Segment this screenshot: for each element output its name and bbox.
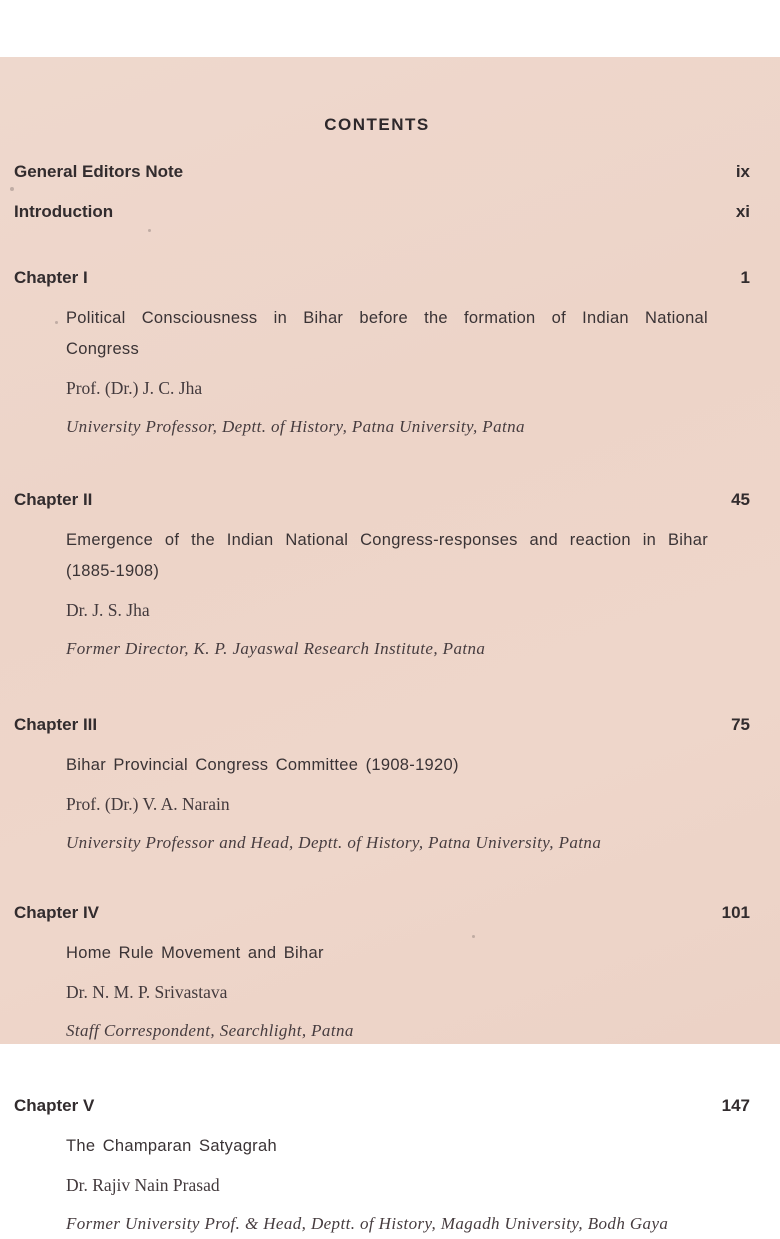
page-number: 45 (731, 490, 750, 509)
chapter-entry-2 (14, 490, 750, 664)
chapter-heading: Chapter II (14, 490, 93, 509)
chapter-title: Emergence of the Indian National Congress-responses and reaction in Bihar (1885-1908) (66, 531, 708, 580)
page-number: ix (735, 162, 750, 181)
chapter-heading: Chapter I (14, 268, 88, 287)
chapter-heading-row (14, 490, 750, 510)
chapter-affiliation: Former Director, K. P. Jayaswal Research Institute, Patna (66, 639, 486, 658)
chapter-heading: Chapter V (14, 1096, 95, 1115)
chapter-title: Political Consciousness in Bihar before the formation of Indian National Congress (66, 309, 708, 358)
chapter-body (66, 1131, 722, 1239)
chapter-body (66, 303, 722, 442)
scan-speckle (55, 321, 58, 324)
chapter-entry-1 (14, 268, 750, 442)
chapter-affiliation: Former University Prof. & Head, Deptt. of History, Magadh University, Bodh Gaya (66, 1214, 669, 1233)
chapter-author: Prof. (Dr.) J. C. Jha (66, 378, 203, 398)
page-number: 75 (731, 715, 750, 734)
page-number: xi (735, 202, 750, 221)
chapter-author: Dr. N. M. P. Srivastava (66, 982, 228, 1002)
chapter-author: Dr. J. S. Jha (66, 600, 150, 620)
chapter-body (66, 750, 722, 858)
chapter-heading-row (14, 715, 750, 735)
chapter-heading-row (14, 903, 750, 923)
page-number: 1 (740, 268, 750, 287)
chapter-title: Bihar Provincial Congress Committee (1908-1920) (66, 756, 459, 774)
chapter-author: Dr. Rajiv Nain Prasad (66, 1175, 220, 1195)
chapter-affiliation: University Professor, Deptt. of History, Patna University, Patna (66, 417, 525, 436)
chapter-entry-3 (14, 715, 750, 858)
page-number: 101 (721, 903, 750, 922)
page-title: CONTENTS (324, 115, 430, 134)
chapter-author: Prof. (Dr.) V. A. Narain (66, 794, 230, 814)
front-matter-row-general-editors-note (14, 162, 750, 182)
chapter-title: Home Rule Movement and Bihar (66, 944, 324, 962)
chapter-heading: Chapter IV (14, 903, 100, 922)
paper-scan (0, 57, 780, 1233)
chapter-heading: Chapter III (14, 715, 98, 734)
chapter-heading-row (14, 1096, 750, 1116)
chapter-body (66, 938, 722, 1046)
page-number: 147 (721, 1096, 750, 1115)
chapter-affiliation: University Professor and Head, Deptt. of History, Patna University, Patna (66, 833, 602, 852)
scan-speckle (472, 935, 475, 938)
chapter-title: The Champaran Satyagrah (66, 1137, 277, 1155)
chapter-entry-5 (14, 1096, 750, 1239)
scan-speckle (10, 187, 14, 191)
chapter-heading-row (14, 268, 750, 288)
front-matter-row-introduction (14, 202, 750, 222)
chapter-entry-4 (14, 903, 750, 1046)
chapter-affiliation: Staff Correspondent, Searchlight, Patna (66, 1021, 354, 1040)
scan-speckle (148, 229, 151, 232)
front-matter-label: General Editors Note (14, 162, 184, 181)
chapter-body (66, 525, 722, 664)
front-matter-label: Introduction (14, 202, 114, 221)
